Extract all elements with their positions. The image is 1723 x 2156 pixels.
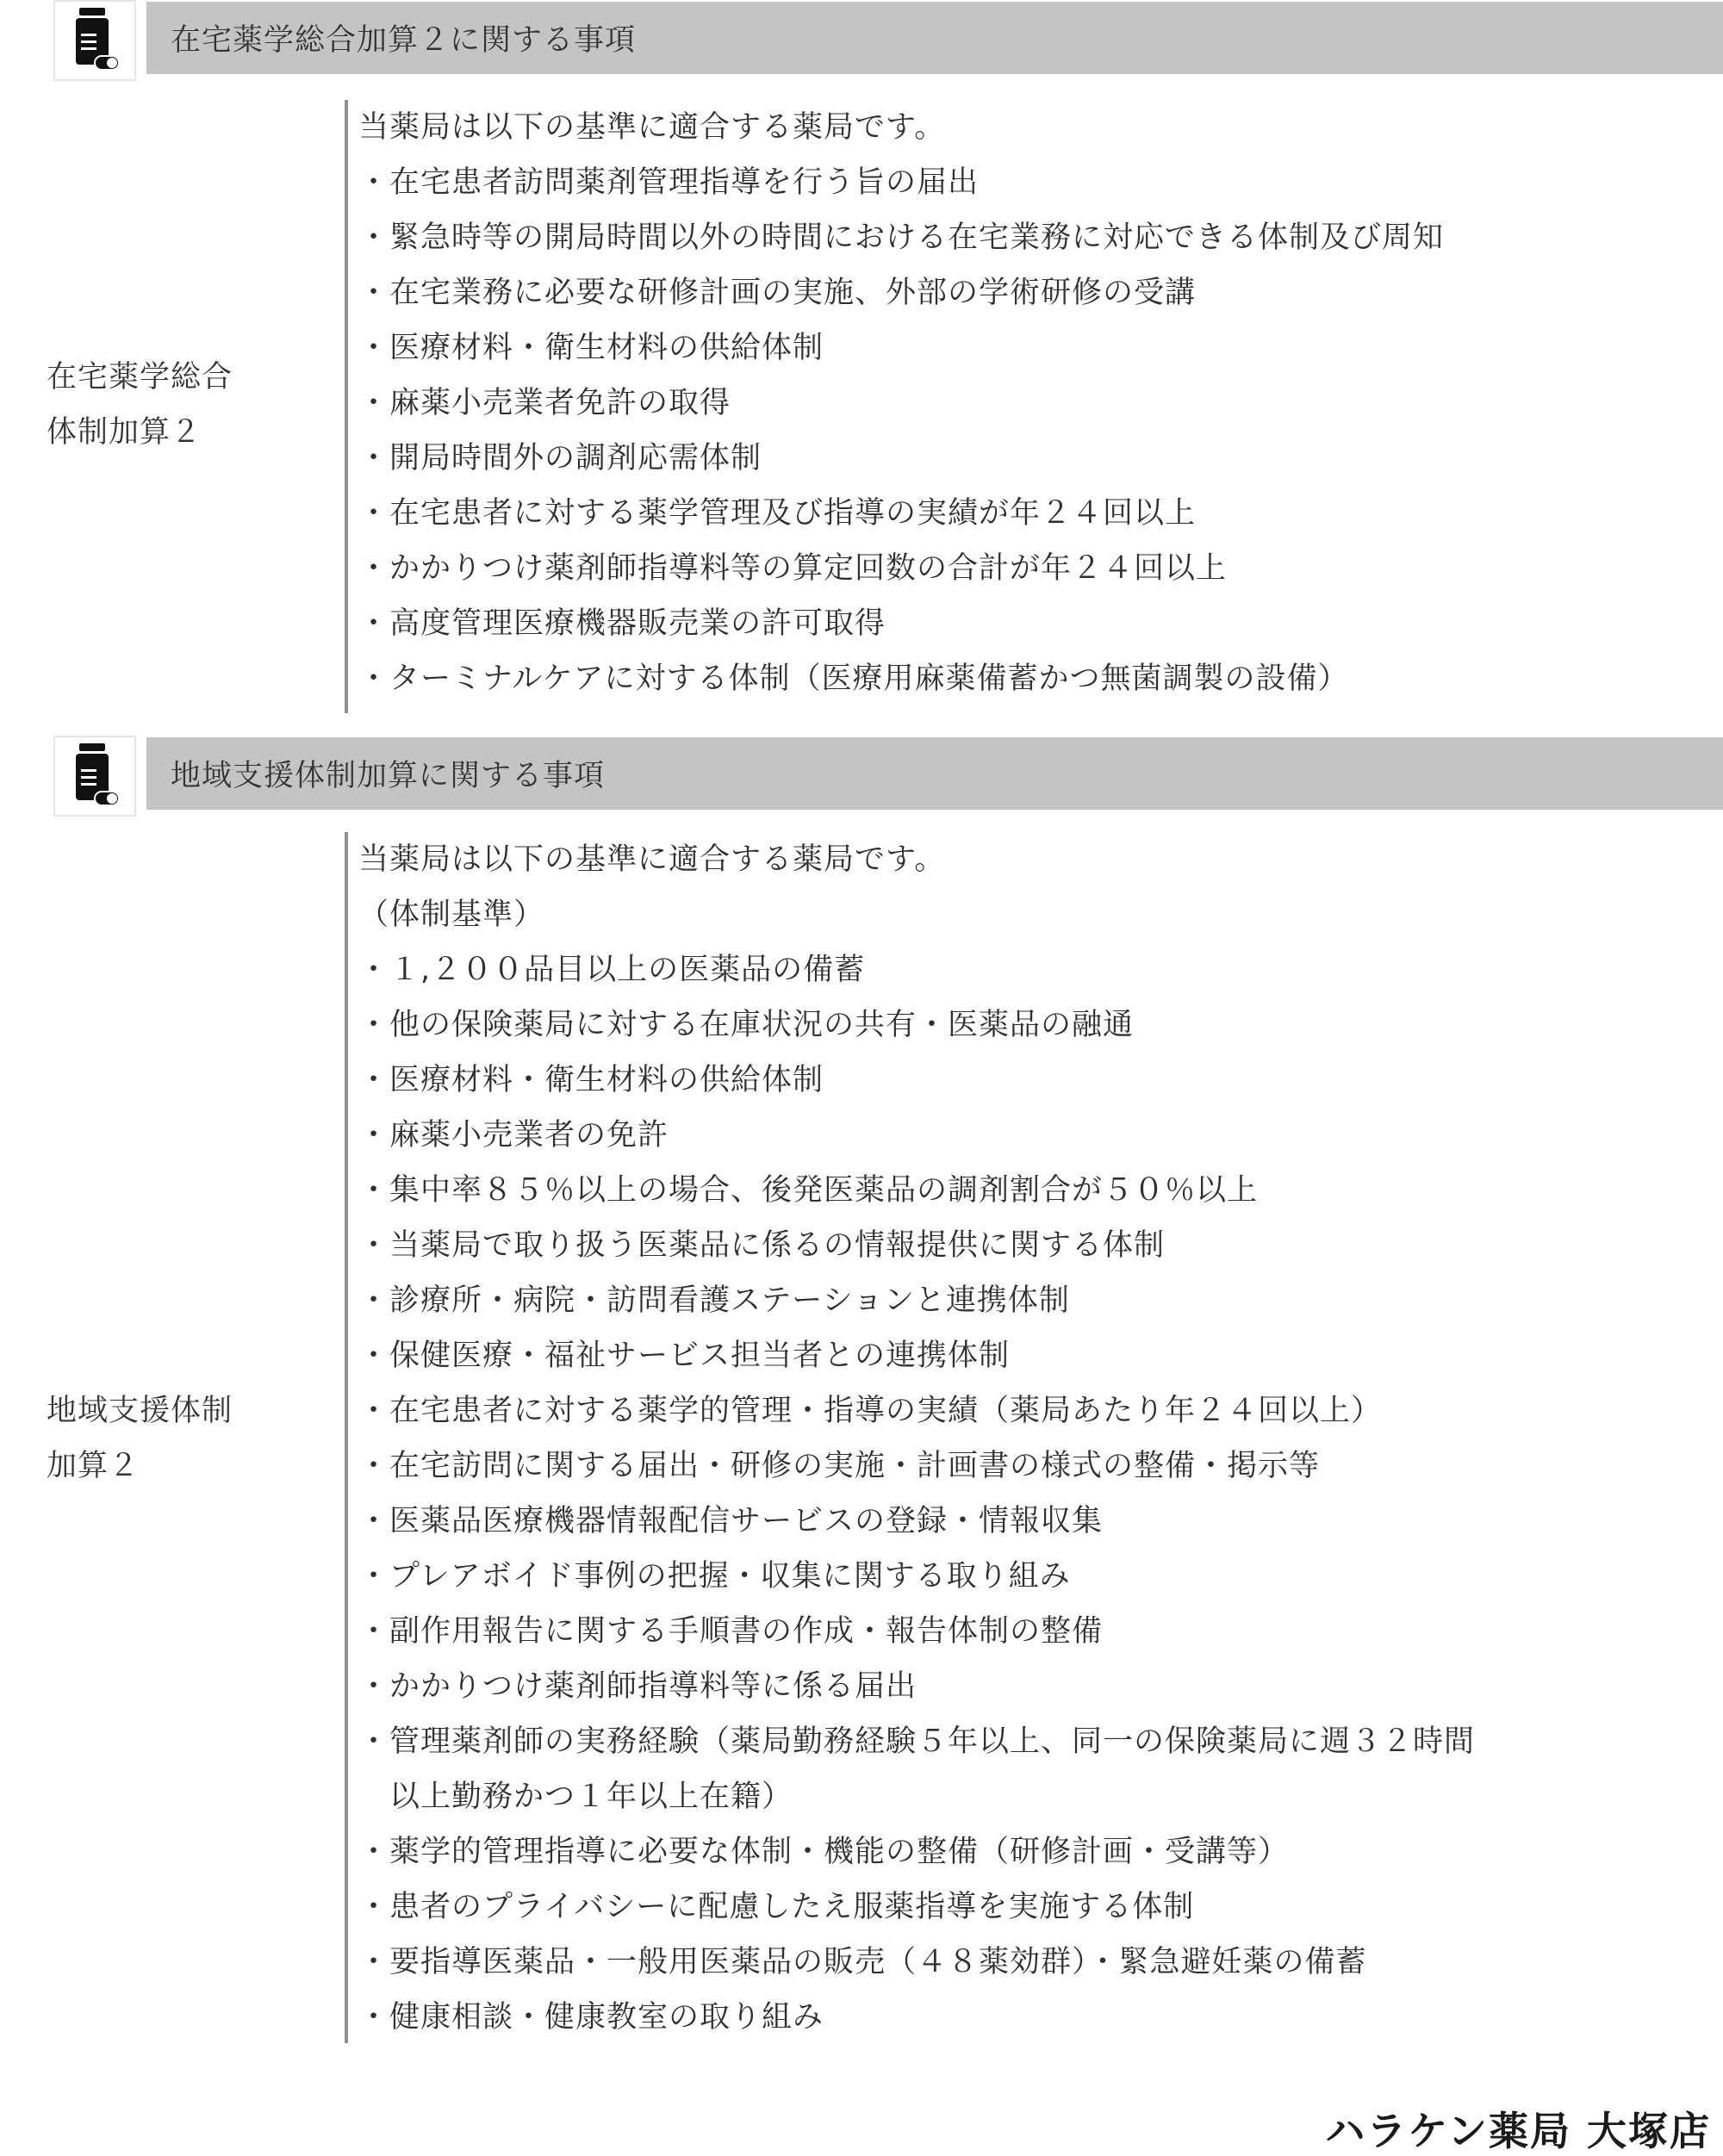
list-item-text: 診療所・病院・訪問看護ステーションと連携体制 — [389, 1283, 1070, 1318]
list-item-text: 副作用報告に関する手順書の作成・報告体制の整備 — [389, 1614, 1104, 1649]
list-item — [358, 1328, 1475, 1383]
list-item-text: ターミナルケアに対する体制（医療用麻薬備蓄かつ無菌調製の設備） — [389, 662, 1349, 696]
list-item-text: 健康相談・健康教室の取り組み — [389, 2000, 824, 2035]
list-item-text: 医療材料・衛生材料の供給体制 — [389, 331, 824, 365]
list-item — [358, 1714, 1475, 1824]
list-item-text: かかりつけ薬剤師指導料等の算定回数の合計が年２４回以上 — [389, 551, 1228, 586]
list-item — [358, 596, 1444, 651]
list-item-text: 医療材料・衛生材料の供給体制 — [389, 1063, 824, 1097]
section2-label — [47, 1383, 233, 1494]
list-item-text: 麻薬小売業者免許の取得 — [389, 386, 731, 420]
list-item — [358, 1824, 1475, 1880]
list-item — [358, 1604, 1475, 1659]
list-item — [358, 210, 1444, 265]
list-item — [358, 997, 1475, 1053]
bullet-dot: ・ — [358, 1228, 390, 1263]
medicine-bottle-pill-icon — [69, 6, 121, 75]
bullet-dot: ・ — [358, 1394, 390, 1428]
section1-label-line1: 在宅薬学総合 — [47, 360, 233, 395]
bullet-dot: ・ — [358, 441, 390, 475]
list-item — [358, 1935, 1475, 1990]
list-item-text: かかりつけ薬剤師指導料等に係る届出 — [389, 1669, 917, 1704]
list-item-text: 麻薬小売業者の免許 — [389, 1118, 669, 1153]
list-item-text: 保健医療・福祉サービス担当者との連携体制 — [389, 1339, 1011, 1373]
list-item-line2: 以上勤務かつ１年以上在籍） — [389, 1780, 793, 1814]
list-item-text: 当薬局で取り扱う医薬品に係るの情報提供に関する体制 — [389, 1228, 1166, 1263]
list-item — [358, 431, 1444, 486]
bullet-dot: ・ — [358, 551, 390, 586]
bullet-dot: ・ — [358, 1504, 390, 1538]
list-item-text: 医薬品医療機器情報配信サービスの登録・情報収集 — [389, 1504, 1104, 1538]
list-item-line1: 管理薬剤師の実務経験（薬局勤務経験５年以上、同一の保険薬局に週３２時間 — [389, 1724, 1476, 1759]
list-item-text: 在宅業務に必要な研修計画の実施、外部の学術研修の受講 — [389, 276, 1197, 310]
list-item — [358, 1053, 1475, 1108]
list-item-text: 集中率８５％以上の場合、後発医薬品の調剤割合が５０％以上 — [389, 1173, 1259, 1208]
list-item — [358, 320, 1444, 376]
bullet-dot: ・ — [358, 953, 390, 987]
section1-content — [345, 100, 1444, 713]
bullet-dot: ・ — [358, 1669, 390, 1704]
bullet-dot: ・ — [358, 1283, 390, 1318]
bullet-dot: ・ — [358, 1835, 390, 1869]
bullet-dot: ・ — [358, 1008, 390, 1042]
bullet-dot: ・ — [358, 1890, 390, 1924]
bullet-dot: ・ — [358, 1339, 390, 1373]
section1-title-bar — [146, 2, 1723, 74]
list-item-text: プレアボイド事例の把握・収集に関する取り組み — [389, 1559, 1071, 1594]
list-item-text: 在宅患者に対する薬学的管理・指導の実績（薬局あたり年２４回以上） — [389, 1394, 1383, 1428]
bullet-dot: ・ — [358, 1173, 390, 1208]
section1-label — [47, 350, 233, 460]
medicine-bottle-pill-icon — [69, 742, 121, 811]
list-item — [358, 1494, 1475, 1549]
bullet-dot: ・ — [358, 1945, 390, 1979]
list-item — [358, 1383, 1475, 1438]
bullet-dot: ・ — [358, 1724, 390, 1759]
bullet-dot: ・ — [358, 386, 390, 420]
list-item — [358, 1549, 1475, 1604]
section1-label-line2: 体制加算２ — [47, 415, 202, 450]
bullet-dot: ・ — [358, 662, 390, 696]
list-item — [358, 1218, 1475, 1273]
list-item-text: 要指導医薬品・一般用医薬品の販売（４８薬効群）・緊急避妊薬の備蓄 — [389, 1945, 1367, 1979]
list-item-text: 他の保険薬局に対する在庫状況の共有・医薬品の融通 — [389, 1008, 1135, 1042]
list-item — [358, 376, 1444, 431]
list-item-text: 患者のプライバシーに配慮したえ服薬指導を実施する体制 — [389, 1890, 1195, 1924]
bullet-dot: ・ — [358, 606, 390, 641]
list-item-text: 開局時間外の調剤応需体制 — [389, 441, 762, 475]
bullet-dot: ・ — [358, 1063, 390, 1097]
list-item-text: 在宅訪問に関する届出・研修の実施・計画書の様式の整備・掲示等 — [389, 1449, 1321, 1483]
list-item-text: 在宅患者訪問薬剤管理指導を行う旨の届出 — [389, 165, 980, 200]
bullet-dot: ・ — [358, 221, 390, 255]
bullet-dot: ・ — [358, 496, 390, 531]
bullet-dot: ・ — [358, 165, 390, 200]
bullet-dot: ・ — [358, 1449, 390, 1483]
bullet-dot: ・ — [358, 1614, 390, 1649]
bullet-dot: ・ — [358, 2000, 390, 2035]
section2-label-line1: 地域支援体制 — [47, 1394, 233, 1428]
bullet-dot: ・ — [358, 331, 390, 365]
list-item — [358, 1438, 1475, 1494]
list-item — [358, 651, 1444, 706]
list-item — [358, 1659, 1475, 1714]
section2-title-bar — [146, 737, 1723, 810]
section1-icon-box — [53, 0, 136, 81]
list-item — [358, 265, 1444, 320]
section1-intro: 当薬局は以下の基準に適合する薬局です。 — [358, 110, 946, 145]
section2-icon-box — [53, 736, 136, 817]
list-item — [358, 541, 1444, 596]
list-item-text: 高度管理医療機器販売業の許可取得 — [389, 606, 886, 641]
list-item-text: １,２００品目以上の医薬品の備蓄 — [389, 953, 866, 987]
section2-subheading: （体制基準） — [358, 898, 545, 932]
list-item — [358, 1880, 1475, 1935]
bullet-dot: ・ — [358, 276, 390, 310]
bullet-dot: ・ — [358, 1118, 390, 1153]
list-item — [358, 486, 1444, 541]
list-item — [358, 1990, 1475, 2045]
section2-header — [53, 736, 1723, 817]
list-item-text: 薬学的管理指導に必要な体制・機能の整備（研修計画・受講等） — [389, 1835, 1290, 1869]
list-item — [358, 1163, 1475, 1218]
section2-content — [345, 832, 1475, 2043]
section2-label-line2: 加算２ — [47, 1449, 140, 1483]
section2-title: 地域支援体制加算に関する事項 — [171, 759, 606, 793]
list-item — [358, 1108, 1475, 1163]
list-item — [358, 1273, 1475, 1328]
section2-intro: 当薬局は以下の基準に適合する薬局です。 — [358, 842, 946, 877]
list-item-text: 在宅患者に対する薬学管理及び指導の実績が年２４回以上 — [389, 496, 1197, 531]
bullet-dot: ・ — [358, 1559, 390, 1594]
list-item — [358, 155, 1444, 210]
section1-header — [53, 0, 1723, 81]
list-item-text: 緊急時等の開局時間以外の時間における在宅業務に対応できる体制及び周知 — [389, 221, 1445, 255]
store-name: ハラケン薬局 大塚店 — [1325, 2108, 1711, 2154]
list-item — [358, 942, 1475, 997]
section1-title: 在宅薬学総合加算２に関する事項 — [171, 23, 637, 58]
